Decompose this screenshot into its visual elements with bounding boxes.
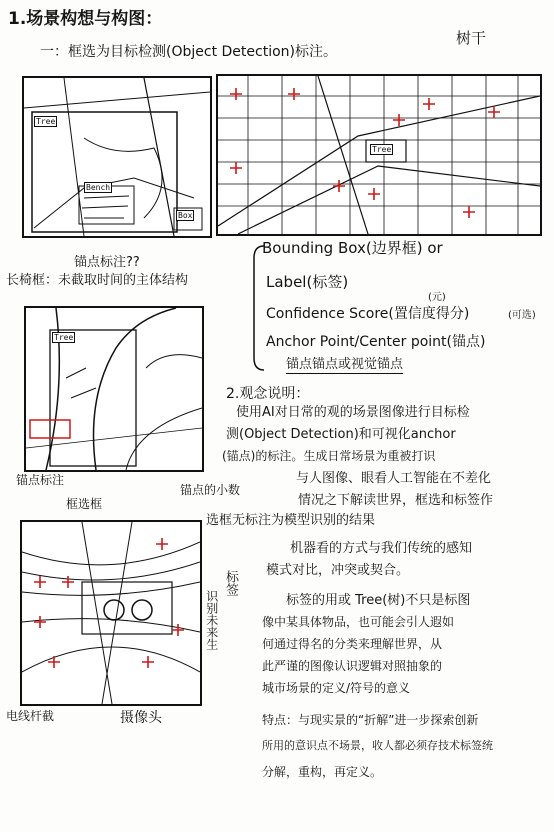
concept-p3-line-10: 分解，重构，再定义。	[262, 765, 383, 779]
section-subtitle: 一：框选为目标检测(Object Detection)标注。	[40, 44, 337, 60]
anchor-label-note: 锚点标注	[16, 473, 65, 487]
list-item-label: Label(标签)	[266, 273, 349, 291]
concept-bullet-1-line-2: 情况之下解读世界，框选和标签作	[298, 493, 494, 508]
tree-scene-label: Tree	[54, 333, 74, 342]
sketch-tree-scene	[24, 306, 204, 472]
list-bracket	[250, 244, 266, 372]
concept-p3-line-4: 像中某具体物品，也可能会引人遐如	[262, 615, 455, 629]
frame-label-note: 框选框	[66, 497, 103, 511]
sketch-grid-scene	[216, 74, 542, 236]
concept-p3-line-2: 模式对比，冲突或契合。	[266, 563, 410, 578]
list-item-optional: (可选)	[508, 310, 536, 321]
sketch-street-scene	[20, 520, 202, 706]
street-side-label-2: 识别未来生	[204, 590, 219, 650]
list-item-visual-anchor: 锚点锚点或视觉锚点	[286, 357, 404, 372]
anchor-question-note: 锚点标注??	[74, 255, 140, 270]
top-right-note: 树干	[456, 29, 487, 47]
box-label: Box	[178, 211, 193, 220]
concept-heading: 2.观念说明：	[226, 386, 310, 402]
concept-line-1: 使用AI对日常的观的场景图像进行目标检	[236, 405, 470, 420]
street-bottom-right-note: 摄像头	[120, 710, 162, 726]
concept-p3-line-3: 标签的用或 Tree(树)不只是标图	[286, 593, 471, 608]
concept-p3-line-9: 所用的意识点不场景，收人都必须存技术标签统	[262, 739, 493, 752]
street-bottom-left-note: 电线杆截	[6, 709, 55, 723]
list-item-score-prefix: (元)	[428, 292, 446, 303]
list-item-bounding-box: Bounding Box(边界框) or	[262, 239, 443, 257]
street-scene-drawing	[22, 522, 200, 704]
grid-scene-drawing	[218, 76, 540, 234]
bench-label: Bench	[86, 183, 111, 192]
sketch-bench-scene	[22, 76, 212, 238]
concept-p3-line-7: 城市场景的定义/符号的意义	[262, 681, 411, 695]
list-item-confidence: Confidence Score(置信度得分)	[266, 306, 470, 322]
concept-p3-line-8: 特点：与现实景的“折解”进一步探索创新	[262, 713, 479, 727]
list-item-anchor: Anchor Point/Center point(锚点)	[266, 334, 486, 350]
page-title: 1.场景构想与构图：	[8, 9, 163, 29]
anchor-number-note: 锚点的小数	[180, 483, 241, 497]
concept-p3-line-6: 此严谨的图像认识逻辑对照抽象的	[262, 659, 443, 673]
selection-note: 选框无标注为模型识别的结果	[206, 513, 376, 528]
concept-p3-line-1: 机器看的方式与我们传统的感知	[290, 541, 473, 556]
tree-label: Tree	[36, 117, 56, 126]
concept-bullet-1-line-1: 与人图像、眼看人工智能在不差化	[296, 471, 492, 486]
concept-line-3: (锚点)的标注。生成日常场景为重被打识	[222, 449, 436, 463]
grid-tree-label: Tree	[372, 145, 392, 154]
concept-line-2: 测(Object Detection)和可视化anchor	[226, 427, 456, 442]
bench-box-note: 长椅框：未截取时间的主体结构	[6, 273, 189, 288]
concept-p3-line-5: 何通过得名的分类来理解世界，从	[262, 637, 443, 651]
street-side-label: 标签	[222, 570, 238, 596]
